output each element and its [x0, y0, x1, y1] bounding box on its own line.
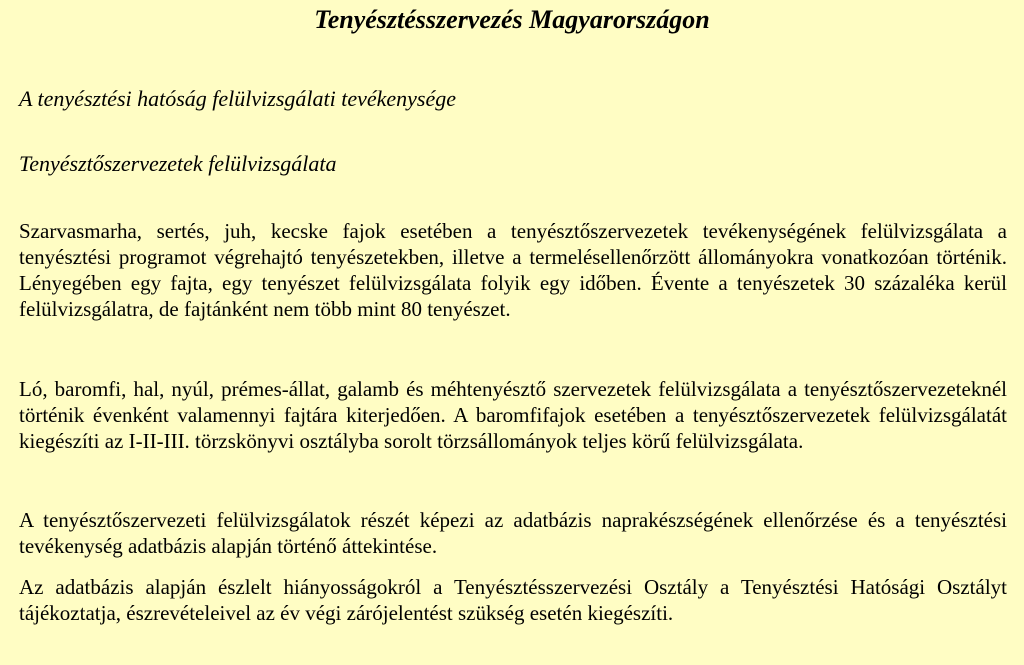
paragraph-livestock-review: Szarvasmarha, sertés, juh, kecske fajok esetében a tenyésztőszervezetek tevékenységének felülvizsgálata a tenyésztési programot végrehajtó tenyészetekben, illetve a termelésellenőrzött állományokra vonatkozóan történik. Lényegében egy fajta, egy tenyészet felülvizsgálata folyik egy időben. Évente a tenyészetek 30 százaléka kerül felülvizsgálatra, de fajtánként nem több mint 80 tenyészet.: [19, 219, 1007, 321]
paragraph-other-species-review: Ló, baromfi, hal, nyúl, prémes-állat, galamb és méhtenyésztő szervezetek felülvizsgálata a tenyésztőszervezeteknél történik évenként valamennyi fajtára kiterjedően. A baromfifajok esetében a tenyésztőszervezetek felülvizsgálatát kiegészíti az I-II-III. törzskönyvi osztályba sorolt törzsállományok teljes körű felülvizsgálata.: [19, 377, 1007, 453]
paragraph-database-check: A tenyésztőszervezeti felülvizsgálatok részét képezi az adatbázis naprakészségének ellenőrzése és a tenyésztési tevékenység adatbázis alapján történő áttekintése.: [19, 508, 1007, 558]
section-subheading: A tenyésztési hatóság felülvizsgálati tevékenysége: [19, 86, 457, 111]
subsection-subheading: Tenyésztőszervezetek felülvizsgálata: [19, 151, 337, 176]
paragraph-deficiency-reporting: Az adatbázis alapján észlelt hiányosságokról a Tenyésztésszervezési Osztály a Tenyésztési Hatósági Osztályt tájékoztatja, észrevételeivel az év végi zárójelentést szükség esetén kiegészíti.: [19, 575, 1007, 625]
page-title: Tenyésztésszervezés Magyarországon: [314, 5, 710, 34]
